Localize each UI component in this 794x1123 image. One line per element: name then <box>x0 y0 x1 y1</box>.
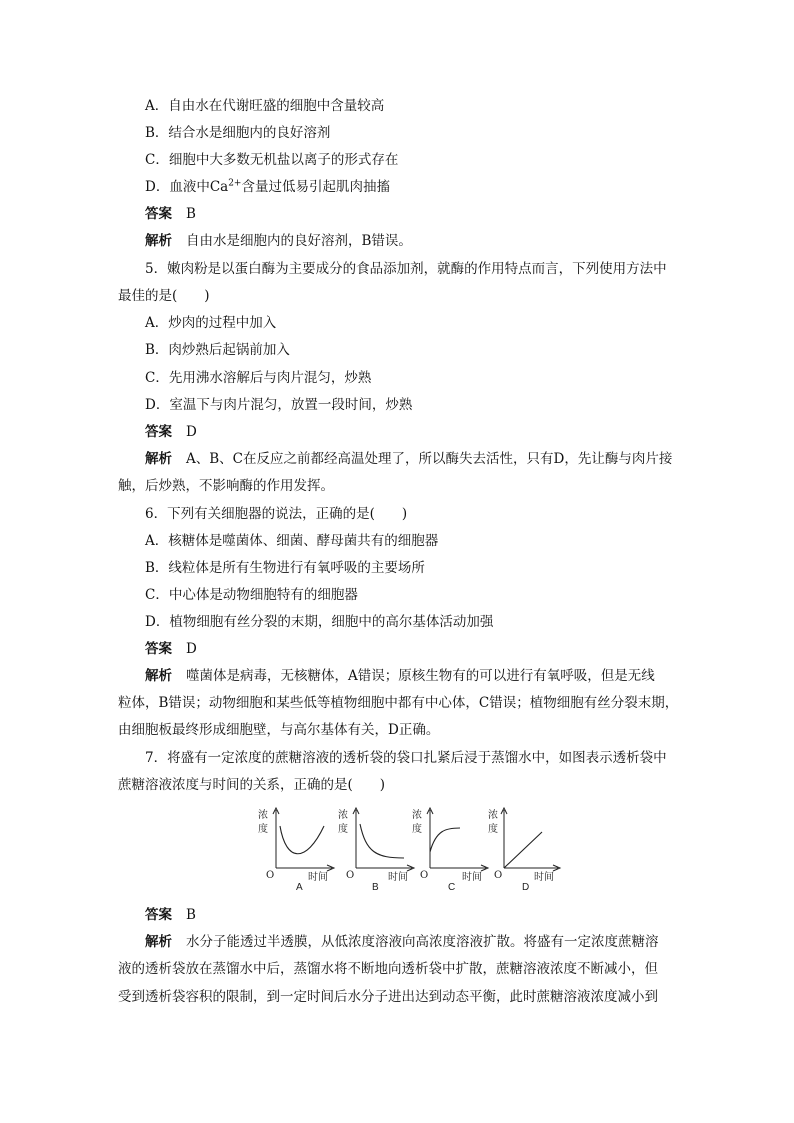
graph-a-xlabel: 时间 <box>308 872 328 883</box>
q4-option-c: C．细胞中大多数无机盐以离子的形式存在 <box>145 152 399 168</box>
graph-d-caption: D <box>522 882 530 893</box>
q6-option-d: D．植物细胞有丝分裂的末期，细胞中的高尔基体活动加强 <box>145 614 494 630</box>
graph-d-ylabel-top: 浓 <box>488 810 498 821</box>
q7-graph-b <box>336 806 416 894</box>
q6-analysis-line3: 由细胞板最终形成细胞壁，与高尔基体有关，D正确。 <box>118 722 440 738</box>
graph-a-curve <box>280 826 324 854</box>
graph-a-ylabel-bottom: 度 <box>258 824 268 835</box>
graph-c-curve <box>430 828 460 852</box>
graph-b-caption: B <box>372 882 379 893</box>
q4-answer: 答案 B <box>145 206 196 222</box>
q6-analysis-line2: 粒体，B错误；动物细胞和某些低等植物细胞中都有中心体，C错误；植物细胞有丝分裂末期， <box>118 695 679 711</box>
graph-b-xlabel: 时间 <box>388 872 408 883</box>
graph-c-ylabel-bottom: 度 <box>412 824 422 835</box>
graph-a-caption: A <box>296 882 303 893</box>
q5-answer: 答案 D <box>145 424 197 440</box>
q5-stem-line2: 最佳的是( ) <box>118 288 210 304</box>
q5-option-b: B．肉炒熟后起锅前加入 <box>145 342 290 358</box>
graph-c-caption: C <box>448 882 456 893</box>
q5-option-d: D．室温下与肉片混匀，放置一段时间，炒熟 <box>145 397 413 413</box>
q5-analysis-line1: 解析 A、B、C在反应之前都经高温处理了，所以酶失去活性，只有D，先让酶与肉片接 <box>145 451 673 467</box>
graph-d-xlabel: 时间 <box>534 872 554 883</box>
q7-answer: 答案 B <box>145 907 196 923</box>
q7-stem-line2: 蔗糖溶液浓度与时间的关系，正确的是( ) <box>118 777 386 793</box>
graph-d-origin: O <box>494 870 503 881</box>
graph-d-ylabel-bottom: 度 <box>488 824 498 835</box>
q7-graph-a <box>256 806 336 894</box>
graph-d-line <box>504 832 542 868</box>
q4-option-b: B．结合水是细胞内的良好溶剂 <box>145 125 331 141</box>
graph-c-xlabel: 时间 <box>462 872 482 883</box>
graph-c-ylabel-top: 浓 <box>412 810 422 821</box>
graph-b-ylabel-top: 浓 <box>338 810 348 821</box>
q6-option-c: C．中心体是动物细胞特有的细胞器 <box>145 587 358 603</box>
q4-analysis: 解析 自由水是细胞内的良好溶剂，B错误。 <box>145 233 412 249</box>
graph-a-origin: O <box>266 870 275 881</box>
q5-stem-line1: 5．嫩肉粉是以蛋白酶为主要成分的食品添加剂，就酶的作用特点而言，下列使用方法中 <box>145 261 667 277</box>
graph-c-origin: O <box>420 870 429 881</box>
q4-option-a: A．自由水在代谢旺盛的细胞中含量较高 <box>145 98 385 114</box>
q5-option-c: C．先用沸水溶解后与肉片混匀，炒熟 <box>145 370 372 386</box>
q6-analysis-line1: 解析 噬菌体是病毒，无核糖体，A错误；原核生物有的可以进行有氧呼吸，但是无线 <box>145 668 655 684</box>
q6-option-b: B．线粒体是所有生物进行有氧呼吸的主要场所 <box>145 560 425 576</box>
q7-stem-line1: 7．将盛有一定浓度的蔗糖溶液的透析袋的袋口扎紧后浸于蒸馏水中，如图表示透析袋中 <box>145 750 667 766</box>
q6-option-a: A．核糖体是噬菌体、细菌、酵母菌共有的细胞器 <box>145 533 439 549</box>
q7-analysis-line3: 受到透析袋容积的限制，到一定时间后水分子进出达到动态平衡，此时蔗糖溶液浓度减小到 <box>118 989 658 1005</box>
q7-graph-d <box>482 806 562 894</box>
graph-b-ylabel-bottom: 度 <box>338 824 348 835</box>
q7-analysis-line1: 解析 水分子能透过半透膜，从低浓度溶液向高浓度溶液扩散。将盛有一定浓度蔗糖溶 <box>145 934 659 950</box>
q5-option-a: A．炒肉的过程中加入 <box>145 315 277 331</box>
q4-option-d: D．血液中$Ca^{2+}$含量过低易引起肌肉抽搐 <box>145 178 390 195</box>
graph-b-curve <box>360 824 404 858</box>
q7-analysis-line2: 液的透析袋放在蒸馏水中后，蒸馏水将不断地向透析袋中扩散，蔗糖溶液浓度不断减小，但 <box>118 961 658 977</box>
q6-stem: 6．下列有关细胞器的说法，正确的是( ) <box>145 506 408 522</box>
q5-analysis-line2: 触，后炒熟，不影响酶的作用发挥。 <box>118 478 334 494</box>
q7-graph-c <box>410 806 490 894</box>
graph-b-origin: O <box>346 870 355 881</box>
graph-a-ylabel-top: 浓 <box>258 810 268 821</box>
q6-answer: 答案 D <box>145 641 197 657</box>
